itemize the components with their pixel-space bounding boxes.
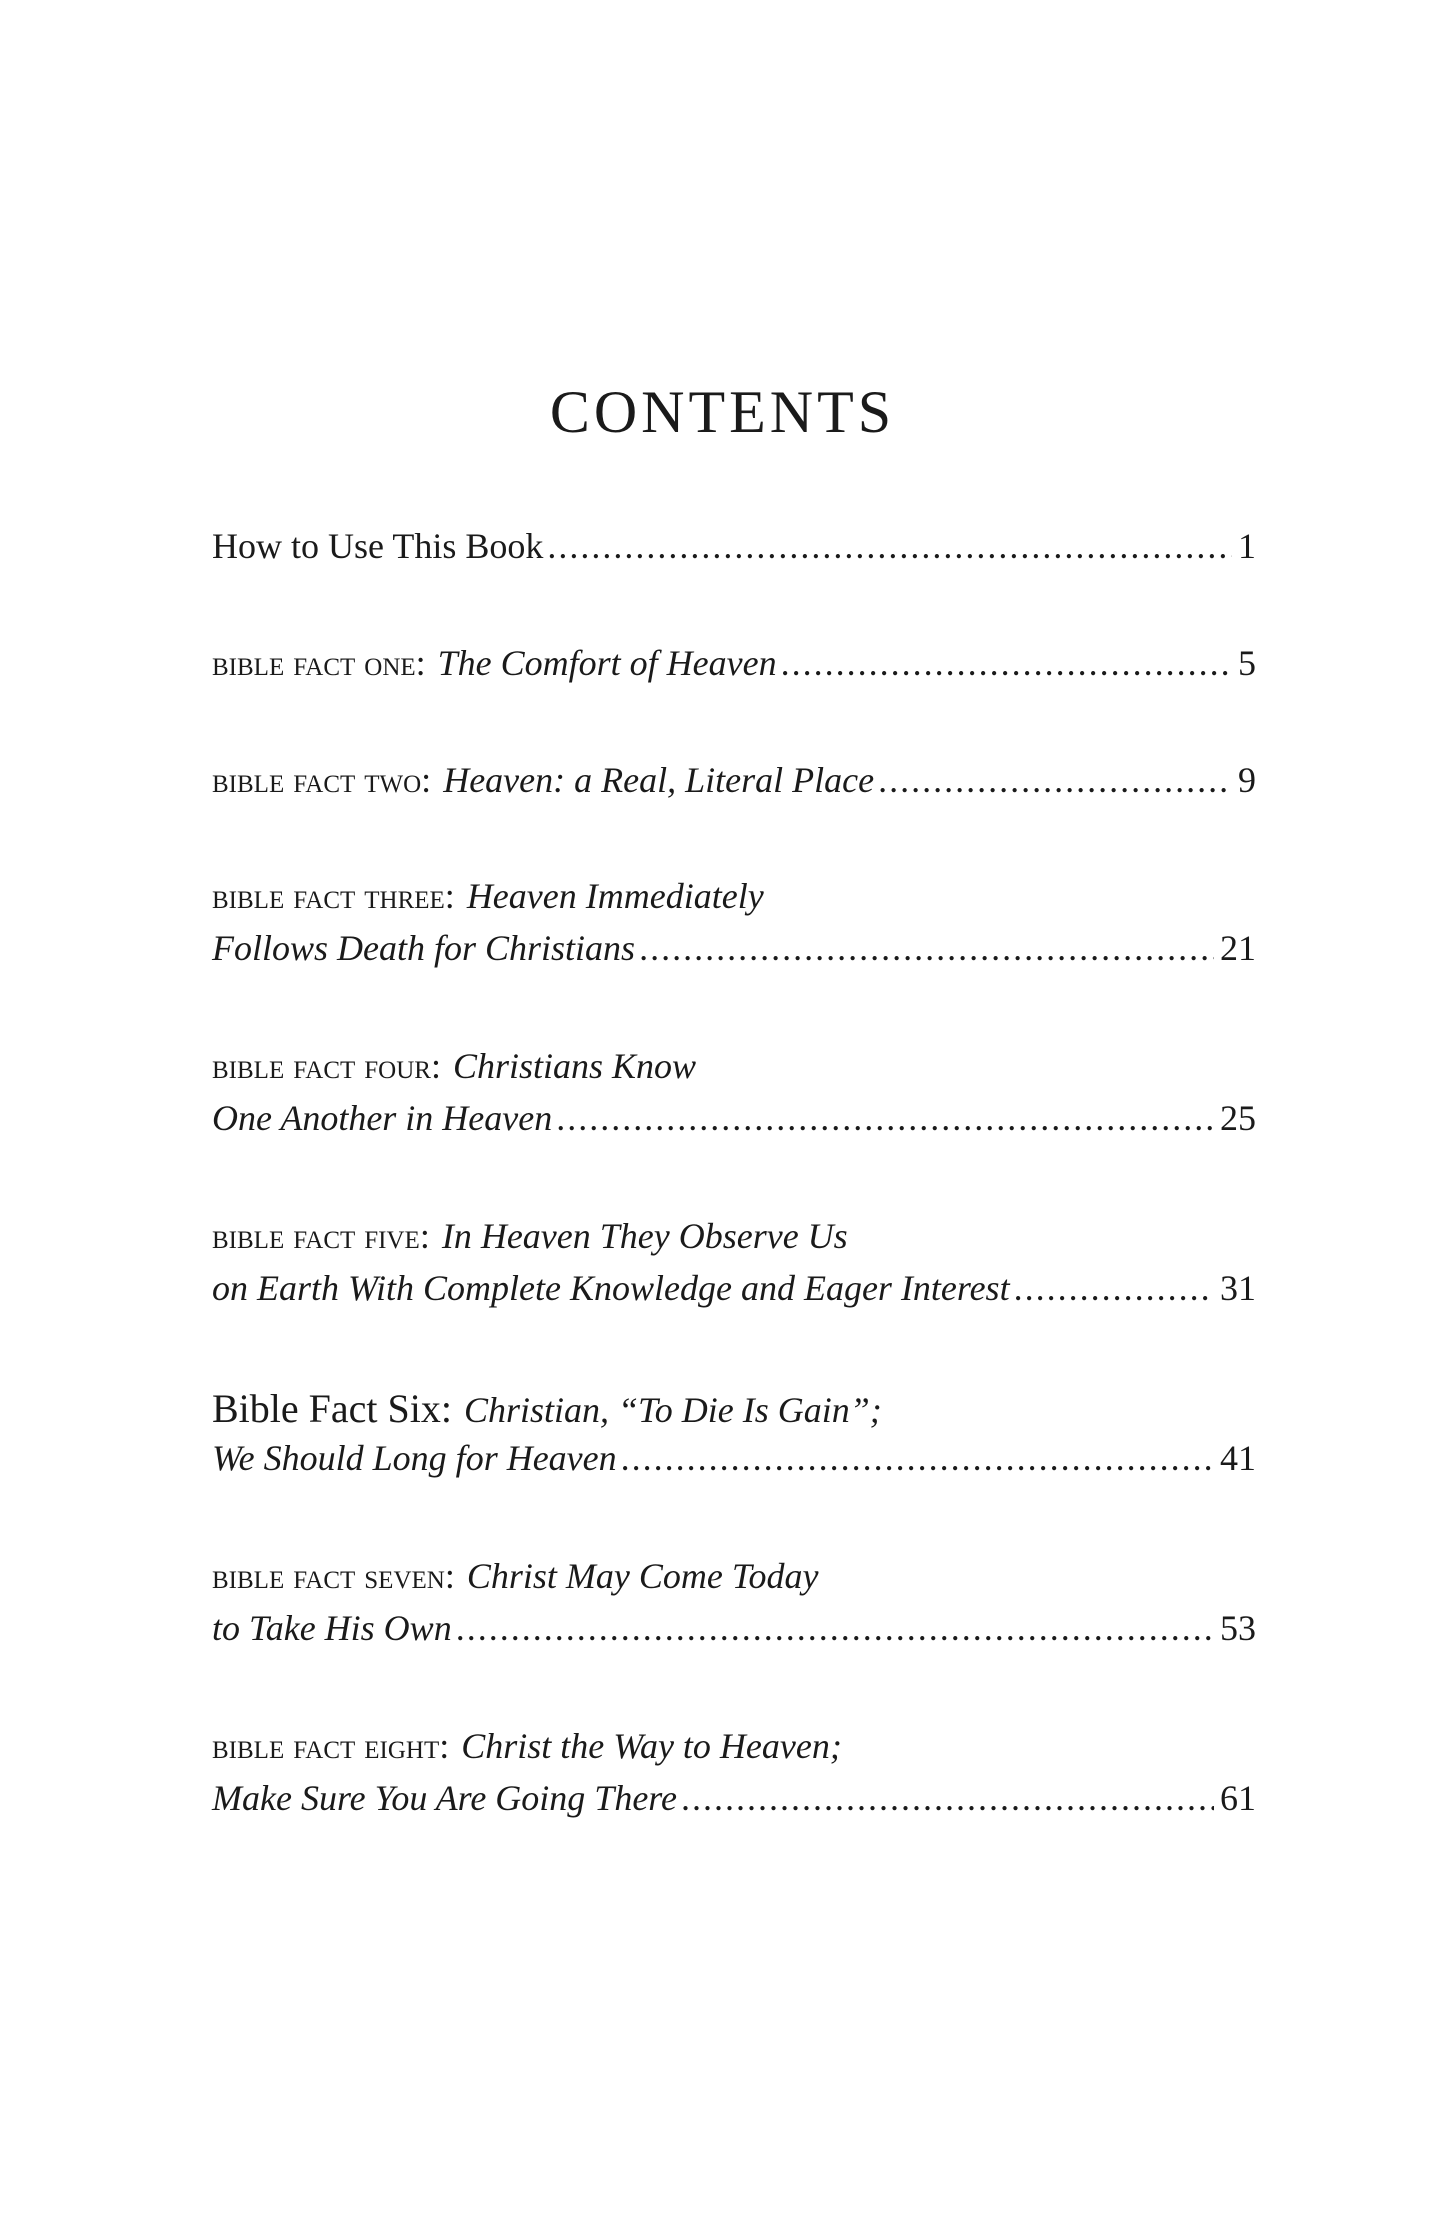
entry-title-continued: Make Sure You Are Going There — [212, 1778, 677, 1818]
entry-title: Heaven: a Real, Literal Place — [443, 760, 875, 800]
toc-entry-how-to-use[interactable] — [212, 525, 1256, 577]
page-number: 5 — [1238, 643, 1256, 683]
dot-leader — [878, 759, 1232, 801]
entry-title: Christians Know — [452, 1046, 697, 1086]
toc-entry-fact-one[interactable] — [212, 642, 1256, 694]
toc-entry-fact-five[interactable] — [212, 1215, 1256, 1319]
entry-prefix: bible fact three: — [212, 876, 455, 916]
page-number: 31 — [1220, 1268, 1256, 1308]
toc-entry-fact-four[interactable] — [212, 1045, 1256, 1149]
dot-leader — [681, 1777, 1214, 1819]
entry-title-continued: One Another in Heaven — [212, 1098, 553, 1138]
entry-prefix: bible fact seven: — [212, 1556, 455, 1596]
entry-title: Heaven Immediately — [466, 876, 764, 916]
toc-entry-fact-seven[interactable] — [212, 1555, 1256, 1659]
page-number: 1 — [1238, 526, 1256, 566]
dot-leader — [456, 1607, 1214, 1649]
page-title: CONTENTS — [549, 379, 896, 445]
entry-title-continued: on Earth With Complete Knowledge and Eager Interest — [212, 1268, 1010, 1308]
dot-leader — [547, 525, 1232, 567]
toc-entry-fact-six[interactable] — [212, 1385, 1256, 1489]
toc-entry-fact-eight[interactable] — [212, 1725, 1256, 1829]
toc-entry-fact-three[interactable] — [212, 875, 1256, 979]
page-number: 9 — [1238, 760, 1256, 800]
dot-leader — [781, 642, 1232, 684]
entry-prefix: bible fact one: — [212, 643, 426, 683]
dot-leader — [556, 1097, 1214, 1139]
entry-prefix: Bible Fact Six: — [212, 1386, 452, 1431]
dot-leader — [621, 1437, 1214, 1479]
dot-leader — [639, 927, 1214, 969]
dot-leader — [1014, 1267, 1214, 1309]
entry-prefix: bible fact five: — [212, 1216, 430, 1256]
entry-title: Christ the Way to Heaven; — [461, 1726, 842, 1766]
entry-prefix: bible fact eight: — [212, 1726, 450, 1766]
entry-title: The Comfort of Heaven — [437, 643, 777, 683]
page-number: 41 — [1220, 1438, 1256, 1478]
page-number: 61 — [1220, 1778, 1256, 1818]
page-number: 53 — [1220, 1608, 1256, 1648]
entry-title: How to Use This Book — [212, 526, 544, 566]
entry-prefix: bible fact two: — [212, 760, 432, 800]
page-number: 21 — [1220, 928, 1256, 968]
entry-title-continued: We Should Long for Heaven — [212, 1438, 617, 1478]
entry-title-continued: Follows Death for Christians — [212, 928, 636, 968]
entry-title: In Heaven They Observe Us — [441, 1216, 848, 1256]
entry-title-continued: to Take His Own — [212, 1608, 452, 1648]
entry-title: Christian, “To Die Is Gain”; — [464, 1390, 882, 1430]
toc-entry-fact-two[interactable] — [212, 759, 1256, 811]
page-number: 25 — [1220, 1098, 1256, 1138]
entry-prefix: bible fact four: — [212, 1046, 441, 1086]
entry-title: Christ May Come Today — [466, 1556, 819, 1596]
